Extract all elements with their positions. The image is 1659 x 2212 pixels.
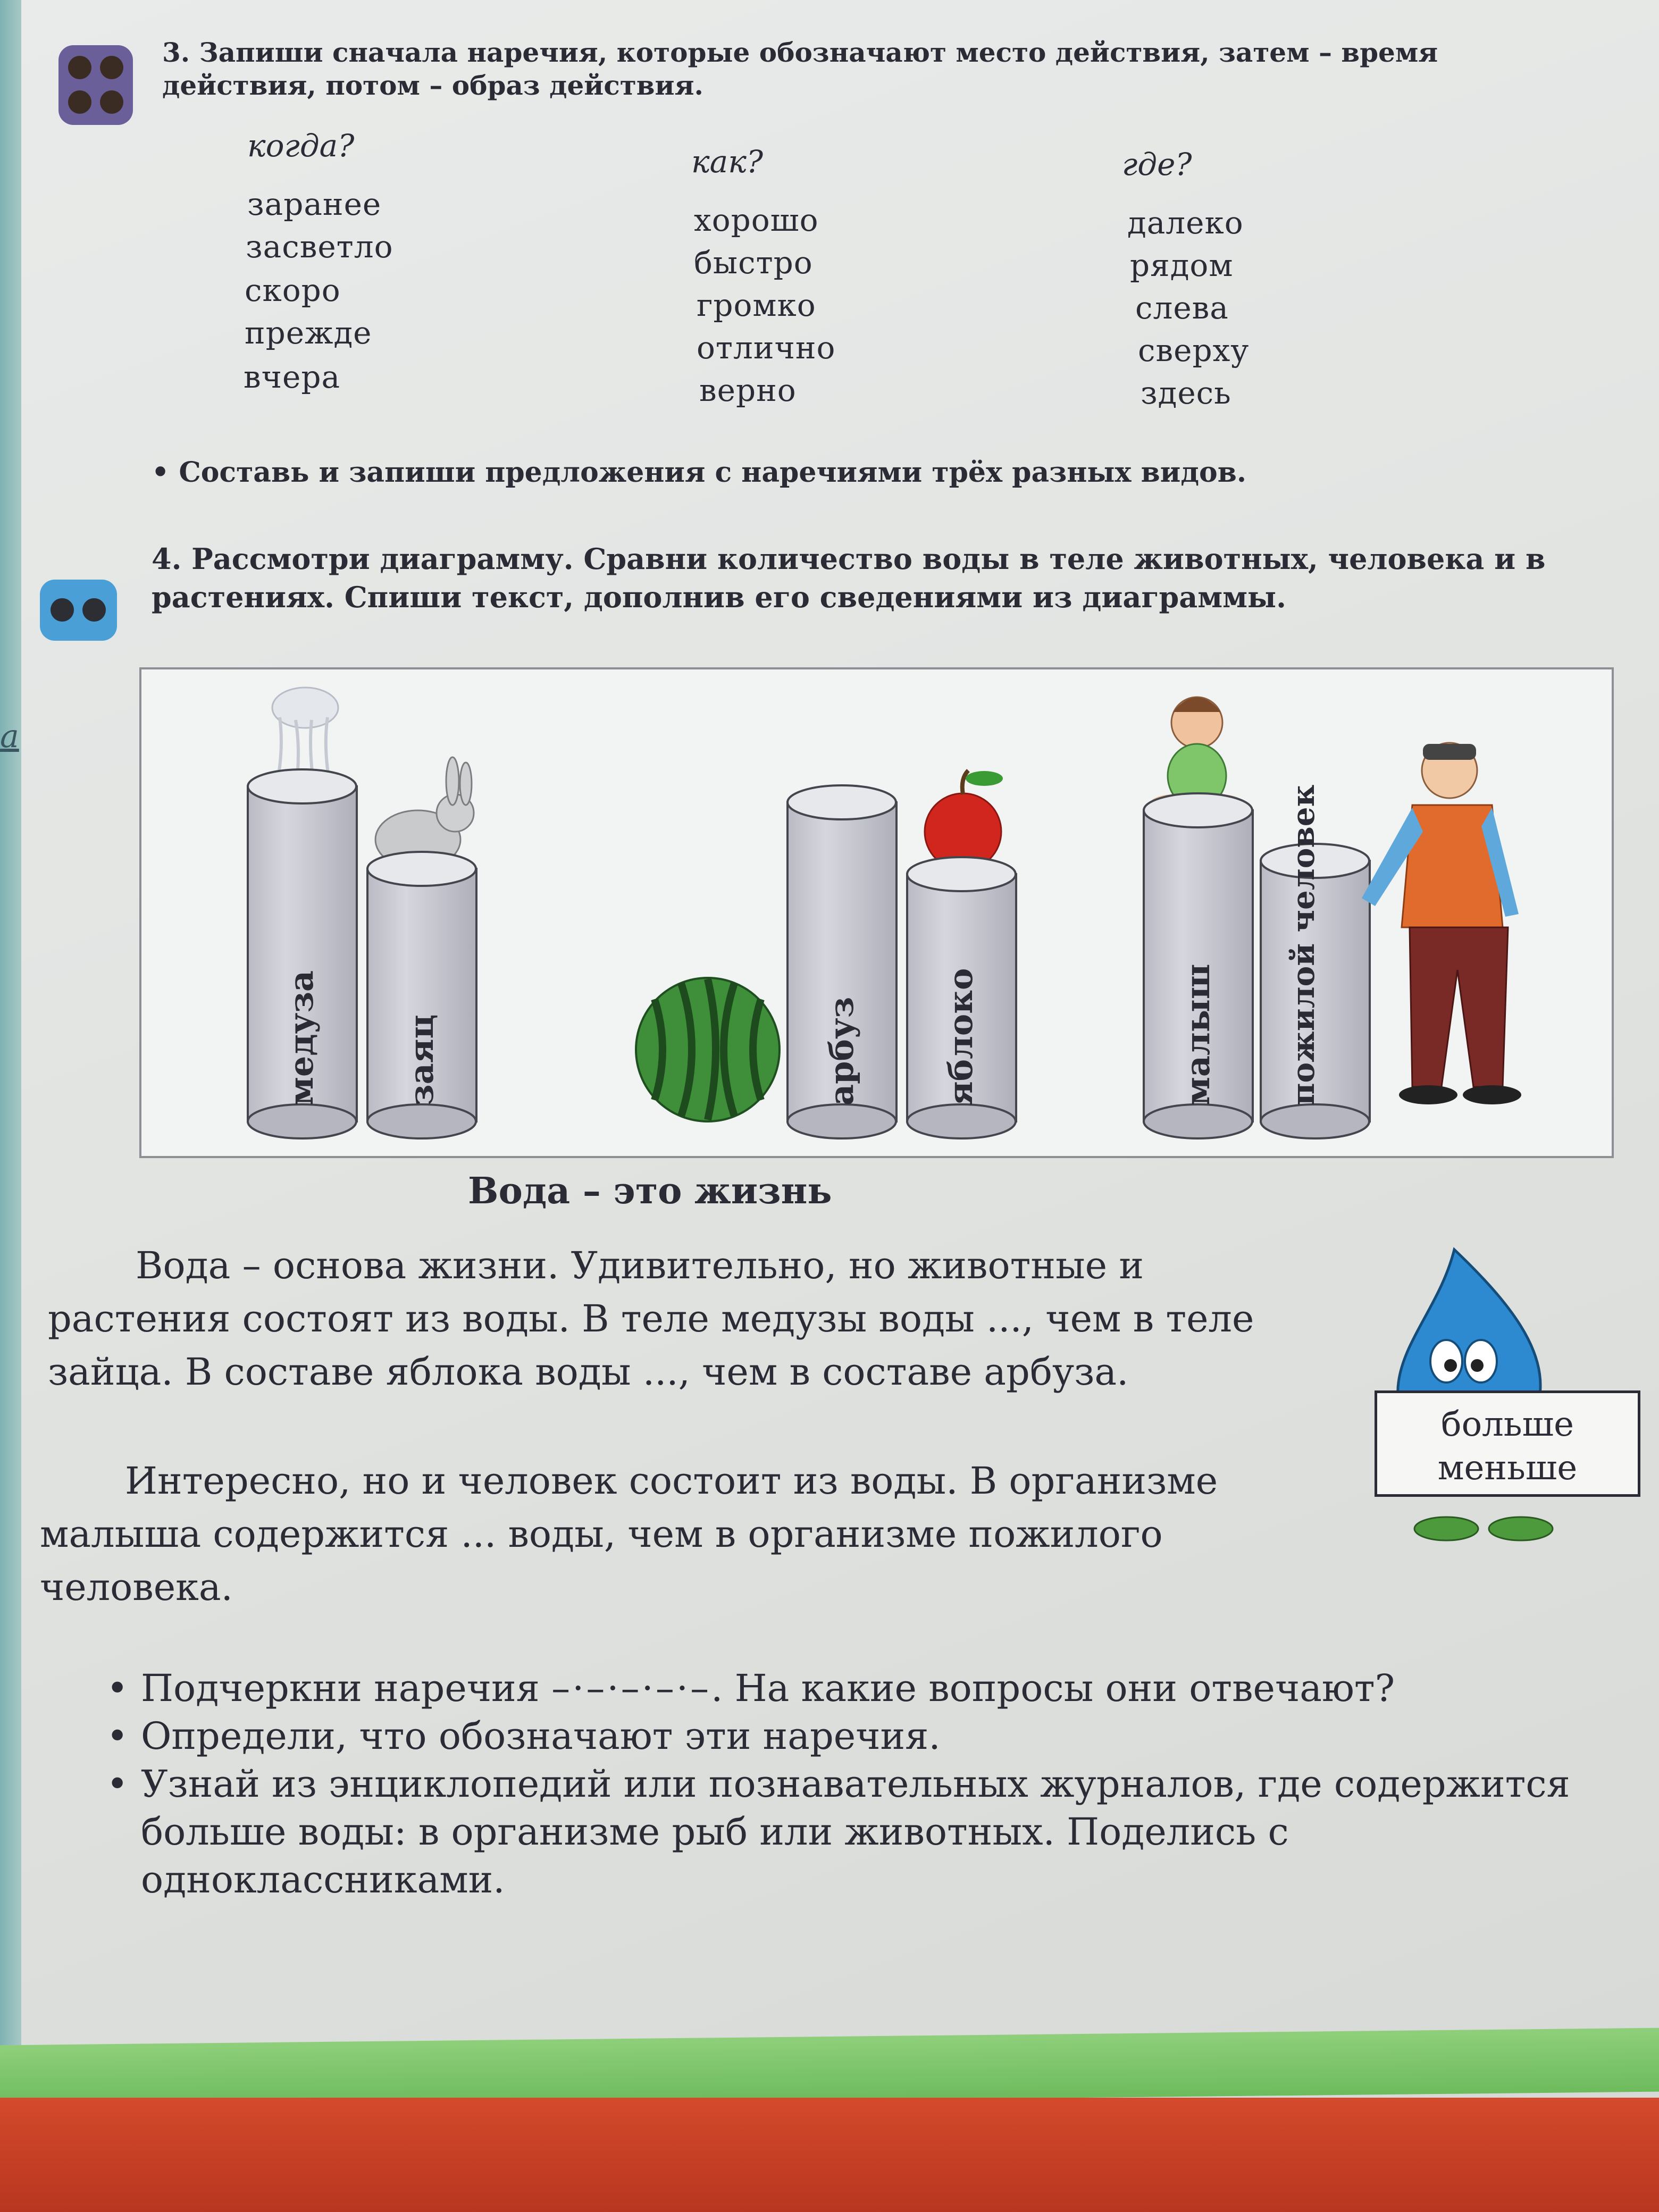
child-face-icon: [68, 56, 91, 79]
bullet-define: [106, 1712, 1648, 1760]
adverb-word: сверху: [1138, 332, 1250, 368]
adverb-word: здесь: [1141, 375, 1231, 411]
adverb-word: далеко: [1127, 205, 1244, 241]
task3-bullet-text: Составь и запиши предложения с наречиями трёх разных видов.: [179, 456, 1246, 489]
diagram-canvas: [141, 669, 1612, 1156]
adverb-word: громко: [697, 287, 816, 323]
child-face-icon: [82, 598, 106, 622]
child-face-icon: [51, 598, 74, 622]
bullet-define-text: Определи, что обозначают эти наречия.: [141, 1714, 941, 1758]
water-content-diagram: [139, 667, 1614, 1158]
dash-dot-line: –·–·–·–·–: [551, 1666, 711, 1710]
column-question: где?: [1122, 146, 1192, 182]
task3-title: 3. Запиши сначала наречия, которые обозначают место действия, затем – время действия, потом – образ действия.: [162, 37, 1438, 101]
task4-bullets: [106, 1664, 1648, 1904]
bullet-research: [106, 1760, 1648, 1904]
bullet-underline-question: . На какие вопросы они отвечают?: [711, 1666, 1395, 1710]
child-face-icon: [100, 56, 123, 79]
adverb-word: рядом: [1130, 247, 1234, 283]
sign-word-less: меньше: [1437, 1448, 1578, 1488]
column-question: как?: [691, 144, 763, 180]
label-elderly: пожилой человек: [1285, 784, 1321, 1105]
apple-icon: [925, 770, 1003, 870]
sign-word-more: больше: [1441, 1405, 1574, 1444]
bullet-underline: [106, 1664, 1648, 1712]
adverb-word: хорошо: [694, 202, 819, 238]
bullet-research-text: Узнай из энциклопедий или познавательных журналов, где содержится больше воды: в организме рыб или животных. Поделись с одноклассниками.: [141, 1762, 1570, 1901]
label-apple: яблоко: [941, 968, 980, 1105]
margin-mark: а: [0, 718, 19, 755]
child-face-icon: [100, 90, 123, 114]
adverb-word: засветло: [246, 229, 393, 265]
comparison-sign: [1375, 1390, 1640, 1497]
bullet-underline-text: Подчеркни наречия: [141, 1666, 540, 1710]
pair-work-icon: [40, 580, 117, 641]
adverb-word: скоро: [245, 272, 341, 308]
label-watermelon: арбуз: [822, 996, 861, 1105]
elderly-man-icon: [1362, 743, 1521, 1104]
label-baby: малыш: [1178, 963, 1217, 1105]
adverb-word: отлично: [697, 330, 836, 366]
group-work-icon: [58, 45, 133, 125]
paragraph-1: Вода – основа жизни. Удивительно, но животные и растения состоят из воды. В теле медузы воды ..., чем в теле зайца. В составе яблока воды ..., чем в составе арбуза.: [48, 1244, 1254, 1394]
adverb-word: быстро: [694, 245, 813, 281]
column-question: когда?: [247, 128, 355, 164]
adverb-word: вчера: [244, 359, 341, 395]
text-title: Вода – это жизнь: [468, 1170, 832, 1212]
adverb-word: верно: [699, 372, 797, 408]
label-hare: заяц: [402, 1014, 441, 1105]
watermelon-icon: [636, 978, 780, 1121]
child-face-icon: [68, 90, 91, 114]
book-cover-edge: [0, 2098, 1659, 2212]
task3-bullet: • Составь и запиши предложения с наречиями трёх разных видов.: [152, 456, 1246, 489]
label-medusa: медуза: [282, 970, 321, 1105]
adverb-word: слева: [1135, 290, 1229, 326]
adverb-word: заранее: [247, 186, 382, 222]
paragraph-2: Интересно, но и человек состоит из воды. В организме малыша содержится ... воды, чем в организме пожилого человека.: [40, 1459, 1218, 1609]
adverb-word: прежде: [245, 315, 372, 351]
task4-title: 4. Рассмотри диаграмму. Сравни количество воды в теле животных, человека и в растениях. Спиши текст, дополнив его сведениями из диаграммы.: [152, 542, 1546, 614]
